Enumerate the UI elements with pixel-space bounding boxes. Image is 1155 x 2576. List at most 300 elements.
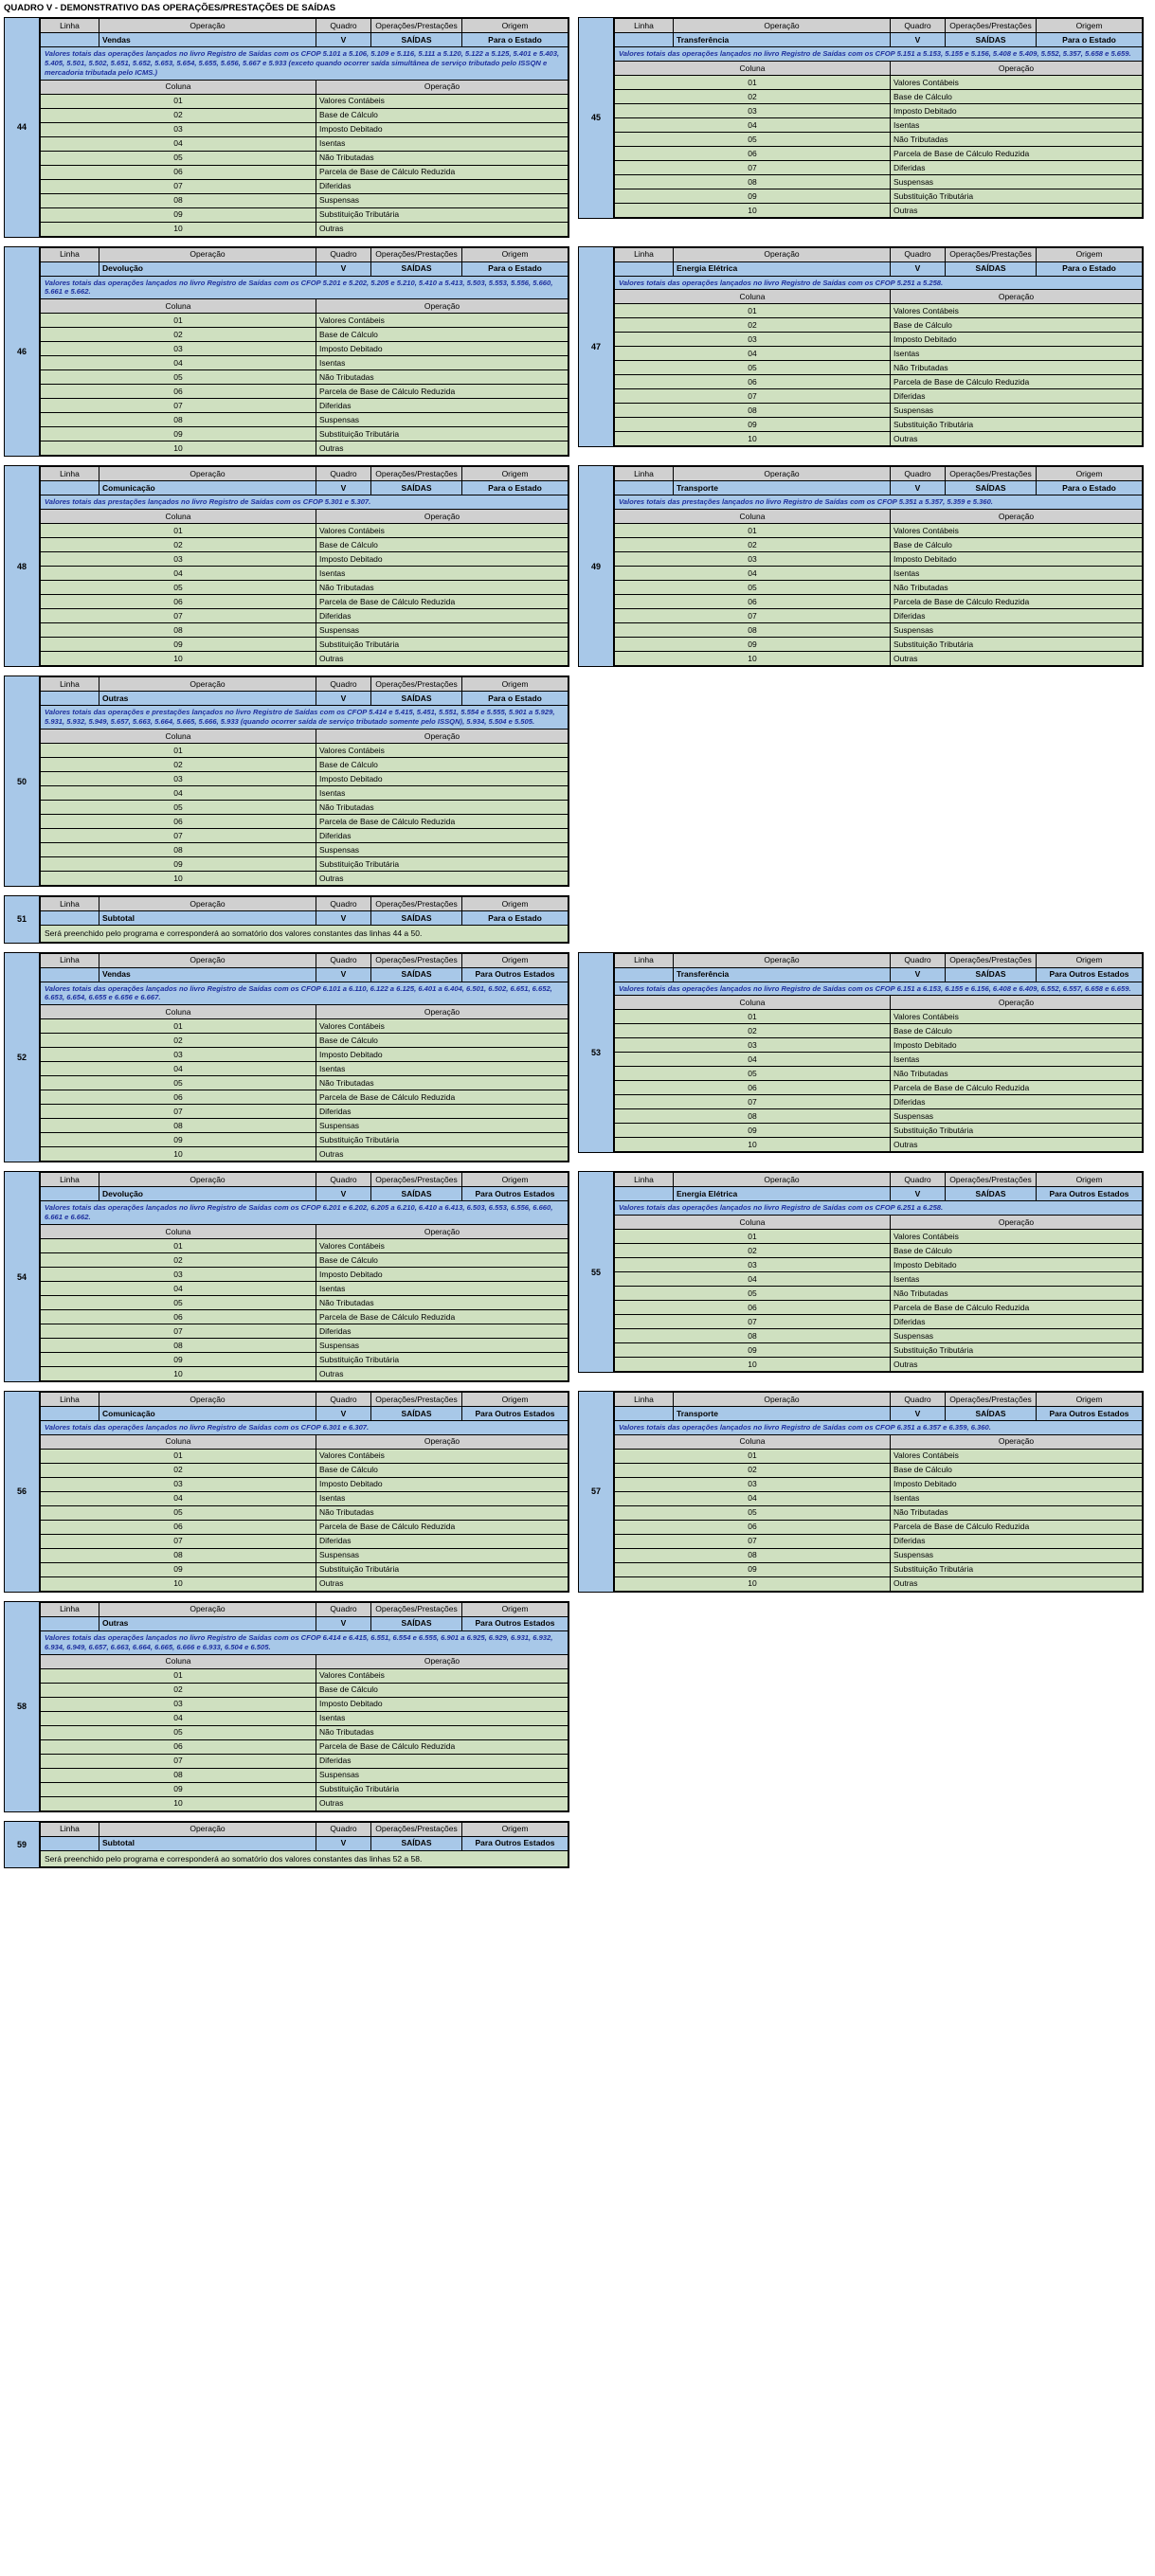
cfop-note: Valores totais das operações lançados no livro Registro de Saídas com os CFOP 6.351 a 6.357 e 6.359, 6.360. [615, 1420, 1143, 1434]
column-label: Imposto Debitado [891, 103, 1143, 117]
cfop-note: Valores totais das operações lançados no livro Registro de Saídas com os CFOP 6.201 e 6.202, 6.205 a 6.210, 6.410 a 6.413, 6.503, 6.553, 6.556, 6.660, 6.661 e 6.662. [41, 1201, 568, 1225]
column-number: 07 [41, 1324, 316, 1338]
block-header-row [41, 19, 568, 33]
column-number: 08 [41, 1338, 316, 1352]
column-number: 05 [41, 1295, 316, 1309]
block-note-row [41, 47, 568, 81]
table-row [41, 1076, 568, 1090]
column-label: Imposto Debitado [891, 333, 1143, 347]
quadro-col-right [578, 952, 1144, 1163]
column-label: Base de Cálculo [891, 1463, 1143, 1477]
column-number: 04 [41, 356, 316, 370]
block-header-row [41, 247, 568, 261]
column-label: Diferidas [316, 1754, 568, 1768]
block-note-row [615, 1201, 1143, 1216]
coluna-header: Coluna [41, 1654, 316, 1668]
table-row [41, 1534, 568, 1548]
quadro-col-left [4, 246, 569, 458]
column-number: 01 [41, 743, 316, 757]
value-quadro: V [316, 1836, 371, 1850]
column-number: 06 [41, 814, 316, 828]
table-row [41, 623, 568, 638]
column-number: 06 [615, 1301, 891, 1315]
quadro-block-line-50 [4, 676, 569, 887]
column-number: 07 [615, 609, 891, 623]
line-number: 44 [4, 17, 39, 238]
column-number: 07 [41, 399, 316, 413]
header-linha: Linha [615, 467, 674, 481]
column-label: Substituição Tributária [316, 1133, 568, 1147]
header-operacao: Operação [674, 1392, 891, 1406]
table-row [41, 1352, 568, 1366]
table-row [41, 595, 568, 609]
header-operacoes-prestacoes: Operações/Prestações [946, 247, 1037, 261]
quadro-col [4, 1821, 569, 1869]
column-label: Substituição Tributária [316, 207, 568, 222]
header-quadro: Quadro [316, 953, 371, 967]
operacao-col-header: Operação [316, 1005, 568, 1019]
value-origem: Para Outros Estados [462, 967, 568, 982]
value-linha [41, 261, 99, 276]
block-values-row [615, 33, 1143, 47]
value-linha [615, 261, 674, 276]
column-number: 01 [41, 524, 316, 538]
block-note-row [41, 706, 568, 730]
header-operacoes-prestacoes: Operações/Prestações [946, 19, 1037, 33]
block-table [614, 1392, 1143, 1592]
column-label: Diferidas [891, 1534, 1143, 1548]
table-row [41, 441, 568, 456]
column-label: Base de Cálculo [891, 89, 1143, 103]
header-origem: Origem [462, 1392, 568, 1406]
column-number: 06 [615, 595, 891, 609]
line-number: 54 [4, 1171, 39, 1382]
table-row [615, 203, 1143, 217]
column-label: Parcela de Base de Cálculo Reduzida [316, 165, 568, 179]
header-quadro: Quadro [316, 1173, 371, 1187]
block-header-row [41, 896, 568, 910]
operacao-col-header: Operação [316, 1654, 568, 1668]
block-values-row [41, 692, 568, 706]
table-row [615, 189, 1143, 203]
value-quadro: V [316, 967, 371, 982]
value-linha [41, 1187, 99, 1201]
column-number: 02 [615, 1024, 891, 1038]
block-values-row [41, 1187, 568, 1201]
column-label: Não Tributadas [316, 800, 568, 814]
block-table [614, 1172, 1143, 1372]
value-origem: Para Outros Estados [1037, 1187, 1143, 1201]
value-operacao: Energia Elétrica [674, 1187, 891, 1201]
value-quadro: V [316, 692, 371, 706]
table-row [41, 207, 568, 222]
column-number: 04 [41, 1062, 316, 1076]
columns-subheader [41, 729, 568, 743]
block-table [40, 18, 568, 237]
header-quadro: Quadro [891, 247, 946, 261]
block-header-row [615, 247, 1143, 261]
block-header-row [41, 677, 568, 692]
table-row [615, 404, 1143, 418]
column-number: 01 [615, 524, 891, 538]
column-label: Outras [891, 1138, 1143, 1152]
column-label: Valores Contábeis [316, 743, 568, 757]
header-operacao: Operação [99, 677, 316, 692]
table-row [615, 1230, 1143, 1244]
column-label: Outras [316, 1147, 568, 1162]
value-operacao: Subtotal [99, 910, 316, 925]
value-quadro: V [316, 910, 371, 925]
table-row [41, 743, 568, 757]
value-origem: Para Outros Estados [462, 1616, 568, 1630]
value-quadro: V [891, 967, 946, 982]
value-operacoes-prestacoes: SAÍDAS [371, 1836, 462, 1850]
block-table [40, 1172, 568, 1381]
quadro-col-right [578, 1171, 1144, 1382]
column-number: 09 [615, 418, 891, 432]
header-origem: Origem [462, 1602, 568, 1616]
table-row [41, 652, 568, 666]
value-origem: Para Outros Estados [462, 1406, 568, 1420]
columns-subheader [615, 1216, 1143, 1230]
block-body [39, 17, 569, 238]
value-linha [615, 967, 674, 982]
header-operacao: Operação [99, 19, 316, 33]
column-label: Diferidas [891, 160, 1143, 174]
table-row [615, 174, 1143, 189]
table-row [41, 151, 568, 165]
table-row [615, 1491, 1143, 1505]
value-operacoes-prestacoes: SAÍDAS [371, 1616, 462, 1630]
header-operacao: Operação [674, 1173, 891, 1187]
column-number: 08 [41, 1548, 316, 1562]
header-quadro: Quadro [316, 467, 371, 481]
quadro-col-right [578, 246, 1144, 458]
column-number: 09 [41, 856, 316, 871]
quadro-block-line-49 [578, 465, 1144, 667]
column-number: 03 [615, 552, 891, 567]
column-label: Isentas [316, 785, 568, 800]
column-label: Valores Contábeis [316, 314, 568, 328]
column-label: Parcela de Base de Cálculo Reduzida [891, 146, 1143, 160]
block-table [40, 1822, 568, 1868]
column-label: Base de Cálculo [316, 108, 568, 122]
quadro-block-line-47 [578, 246, 1144, 448]
coluna-header: Coluna [41, 1434, 316, 1449]
column-label: Imposto Debitado [316, 122, 568, 136]
column-label: Isentas [891, 1272, 1143, 1287]
header-operacao: Operação [674, 953, 891, 967]
value-linha [615, 1406, 674, 1420]
block-body [613, 1171, 1144, 1373]
column-label: Não Tributadas [891, 132, 1143, 146]
quadro-block-line-59 [4, 1821, 569, 1869]
header-quadro: Quadro [891, 1392, 946, 1406]
column-label: Substituição Tributária [316, 1562, 568, 1576]
columns-subheader [615, 510, 1143, 524]
value-operacoes-prestacoes: SAÍDAS [371, 1187, 462, 1201]
column-label: Diferidas [316, 1105, 568, 1119]
value-operacoes-prestacoes: SAÍDAS [371, 967, 462, 982]
value-operacao: Transporte [674, 481, 891, 495]
table-row [615, 347, 1143, 361]
table-row [615, 1520, 1143, 1534]
table-row [41, 1548, 568, 1562]
table-row [41, 1520, 568, 1534]
value-operacoes-prestacoes: SAÍDAS [371, 1406, 462, 1420]
table-row [615, 1272, 1143, 1287]
column-label: Parcela de Base de Cálculo Reduzida [316, 385, 568, 399]
coluna-header: Coluna [615, 1216, 891, 1230]
value-linha [41, 1616, 99, 1630]
table-row [615, 75, 1143, 89]
header-origem: Origem [462, 896, 568, 910]
block-values-row [615, 1187, 1143, 1201]
value-operacao: Energia Elétrica [674, 261, 891, 276]
column-number: 02 [41, 757, 316, 771]
table-row [41, 1697, 568, 1711]
column-label: Suspensas [891, 1329, 1143, 1343]
header-operacoes-prestacoes: Operações/Prestações [946, 1392, 1037, 1406]
column-number: 09 [41, 1133, 316, 1147]
column-label: Diferidas [316, 399, 568, 413]
block-table [614, 247, 1143, 447]
columns-subheader [615, 61, 1143, 75]
columns-subheader [41, 1005, 568, 1019]
value-linha [41, 1836, 99, 1850]
column-label: Suspensas [316, 1768, 568, 1782]
table-row [41, 538, 568, 552]
block-body [39, 465, 569, 667]
column-number: 02 [615, 318, 891, 333]
column-label: Não Tributadas [316, 1295, 568, 1309]
table-row [41, 1449, 568, 1463]
column-number: 05 [615, 1287, 891, 1301]
operacao-col-header: Operação [891, 1216, 1143, 1230]
column-number: 10 [41, 441, 316, 456]
column-label: Diferidas [891, 609, 1143, 623]
header-origem: Origem [462, 247, 568, 261]
columns-subheader [41, 80, 568, 94]
quadro-col-left [4, 465, 569, 667]
header-operacoes-prestacoes: Operações/Prestações [371, 247, 462, 261]
column-number: 04 [615, 1053, 891, 1067]
block-table [40, 896, 568, 943]
column-number: 05 [41, 1505, 316, 1520]
table-row [615, 1343, 1143, 1358]
column-number: 04 [41, 567, 316, 581]
header-linha: Linha [41, 896, 99, 910]
column-label: Não Tributadas [891, 1287, 1143, 1301]
column-label: Substituição Tributária [316, 427, 568, 441]
value-quadro: V [891, 1406, 946, 1420]
columns-subheader [41, 1654, 568, 1668]
header-linha: Linha [615, 1173, 674, 1187]
value-origem: Para o Estado [1037, 261, 1143, 276]
table-row [41, 1782, 568, 1796]
table-row [41, 1119, 568, 1133]
column-label: Parcela de Base de Cálculo Reduzida [891, 1520, 1143, 1534]
block-header-row [615, 1392, 1143, 1406]
table-row [41, 1796, 568, 1810]
table-row [41, 342, 568, 356]
column-label: Parcela de Base de Cálculo Reduzida [891, 595, 1143, 609]
header-linha: Linha [615, 1392, 674, 1406]
column-number: 05 [41, 370, 316, 385]
auto-fill-note-row [41, 1850, 568, 1867]
column-number: 04 [615, 117, 891, 132]
table-row [41, 427, 568, 441]
block-body [613, 1391, 1144, 1593]
column-number: 09 [615, 638, 891, 652]
value-quadro: V [316, 1406, 371, 1420]
header-quadro: Quadro [891, 1173, 946, 1187]
column-label: Suspensas [891, 1548, 1143, 1562]
column-number: 10 [41, 871, 316, 885]
block-values-row [615, 481, 1143, 495]
column-number: 01 [41, 1449, 316, 1463]
column-number: 08 [41, 1768, 316, 1782]
table-row [41, 871, 568, 885]
value-quadro: V [891, 261, 946, 276]
column-label: Diferidas [891, 1095, 1143, 1109]
table-row [615, 1548, 1143, 1562]
column-label: Não Tributadas [316, 581, 568, 595]
table-row [615, 389, 1143, 404]
operacao-col-header: Operação [891, 61, 1143, 75]
column-number: 05 [615, 581, 891, 595]
header-linha: Linha [41, 1822, 99, 1836]
header-quadro: Quadro [891, 467, 946, 481]
header-operacoes-prestacoes: Operações/Prestações [371, 1392, 462, 1406]
coluna-header: Coluna [41, 1224, 316, 1238]
table-row [615, 524, 1143, 538]
column-label: Isentas [316, 1711, 568, 1725]
header-operacao: Operação [674, 19, 891, 33]
column-label: Não Tributadas [891, 361, 1143, 375]
quadro-block-line-58 [4, 1601, 569, 1812]
quadro-block-line-56 [4, 1391, 569, 1593]
column-number: 01 [41, 94, 316, 108]
column-number: 08 [615, 174, 891, 189]
column-label: Diferidas [316, 609, 568, 623]
column-number: 07 [41, 179, 316, 193]
table-row [615, 1315, 1143, 1329]
value-operacao: Transferência [674, 33, 891, 47]
table-row [41, 193, 568, 207]
column-label: Imposto Debitado [316, 771, 568, 785]
quadro-row [0, 676, 1155, 887]
column-label: Suspensas [316, 413, 568, 427]
column-label: Valores Contábeis [316, 1238, 568, 1252]
table-row [41, 328, 568, 342]
quadro-col-right [578, 17, 1144, 238]
column-label: Suspensas [316, 623, 568, 638]
column-number: 03 [615, 333, 891, 347]
quadro-row [0, 1171, 1155, 1382]
quadro-row [0, 17, 1155, 238]
value-quadro: V [891, 481, 946, 495]
value-linha [41, 481, 99, 495]
block-note-row [41, 495, 568, 510]
table-row [41, 1252, 568, 1267]
block-header-row [41, 1173, 568, 1187]
table-row [615, 1505, 1143, 1520]
column-label: Valores Contábeis [891, 524, 1143, 538]
cfop-note: Valores totais das prestações lançados no livro Registro de Saídas com os CFOP 5.301 e 5.307. [41, 495, 568, 510]
table-row [41, 609, 568, 623]
column-number: 07 [41, 1105, 316, 1119]
line-number: 52 [4, 952, 39, 1163]
coluna-header: Coluna [615, 290, 891, 304]
value-linha [615, 1187, 674, 1201]
column-number: 09 [41, 1562, 316, 1576]
table-row [41, 1562, 568, 1576]
header-origem: Origem [462, 19, 568, 33]
column-label: Valores Contábeis [316, 1449, 568, 1463]
column-number: 03 [615, 1038, 891, 1053]
block-body [39, 895, 569, 944]
table-row [41, 222, 568, 236]
column-label: Imposto Debitado [316, 1267, 568, 1281]
operacao-col-header: Operação [891, 996, 1143, 1010]
header-operacoes-prestacoes: Operações/Prestações [371, 19, 462, 33]
cfop-note: Valores totais das operações lançados no livro Registro de Saídas com os CFOP 6.101 a 6.110, 6.122 a 6.125, 6.401 a 6.404, 6.501, 6.502, 6.651, 6.652, 6.653, 6.654, 6.655 e 6.656 e 6.667. [41, 982, 568, 1005]
coluna-header: Coluna [615, 61, 891, 75]
header-linha: Linha [41, 1392, 99, 1406]
coluna-header: Coluna [41, 510, 316, 524]
value-origem: Para Outros Estados [1037, 967, 1143, 982]
header-operacoes-prestacoes: Operações/Prestações [371, 1822, 462, 1836]
column-number: 01 [615, 1449, 891, 1463]
column-number: 01 [615, 75, 891, 89]
block-body [613, 17, 1144, 219]
operacao-col-header: Operação [316, 729, 568, 743]
value-quadro: V [891, 33, 946, 47]
column-label: Diferidas [316, 1534, 568, 1548]
column-label: Base de Cálculo [316, 538, 568, 552]
column-number: 09 [41, 1782, 316, 1796]
column-number: 09 [41, 207, 316, 222]
quadro-block-line-53 [578, 952, 1144, 1154]
column-label: Não Tributadas [891, 1067, 1143, 1081]
column-number: 07 [615, 1095, 891, 1109]
quadro-col-left [4, 952, 569, 1163]
block-note-row [615, 276, 1143, 290]
block-values-row [41, 33, 568, 47]
header-quadro: Quadro [316, 247, 371, 261]
column-label: Não Tributadas [316, 1076, 568, 1090]
block-note-row [615, 1420, 1143, 1434]
column-label: Valores Contábeis [891, 1230, 1143, 1244]
column-label: Base de Cálculo [316, 328, 568, 342]
column-label: Substituição Tributária [891, 1124, 1143, 1138]
table-row [41, 638, 568, 652]
value-operacoes-prestacoes: SAÍDAS [371, 261, 462, 276]
table-row [41, 842, 568, 856]
header-quadro: Quadro [316, 19, 371, 33]
value-operacao: Vendas [99, 33, 316, 47]
table-row [41, 314, 568, 328]
value-quadro: V [316, 261, 371, 276]
cfop-note: Valores totais das prestações lançados no livro Registro de Saídas com os CFOP 5.351 a 5.357, 5.359 e 5.360. [615, 495, 1143, 510]
table-row [41, 1062, 568, 1076]
quadro-row [0, 465, 1155, 667]
auto-fill-note: Será preenchido pelo programa e corresponderá ao somatório dos valores constantes das linhas 44 a 50. [41, 925, 568, 942]
column-label: Valores Contábeis [891, 304, 1143, 318]
quadro-col-left [4, 1391, 569, 1593]
header-operacoes-prestacoes: Operações/Prestações [371, 677, 462, 692]
